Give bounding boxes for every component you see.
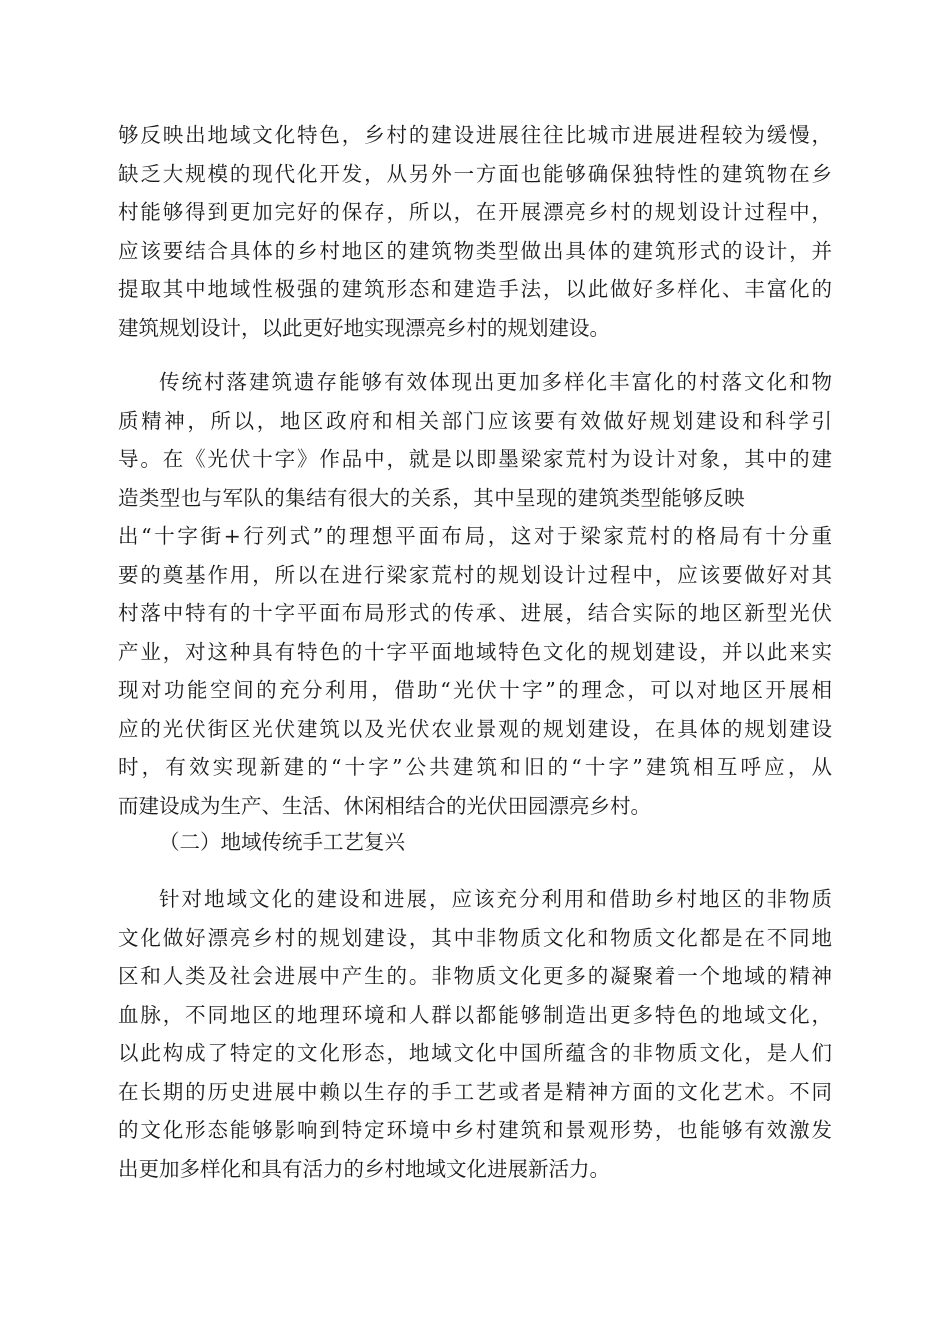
paragraph-2 <box>118 363 832 825</box>
text-line: 文化做好漂亮乡村的规划建设，其中非物质文化和物质文化都是在不同地 <box>118 925 832 950</box>
text-line: 区和人类及社会进展中产生的。非物质文化更多的凝聚着一个地域的精神 <box>118 964 832 988</box>
text-line: 缺乏大规模的现代化开发，从另外一方面也能够确保独特性的建筑物在乡 <box>118 161 832 186</box>
section-heading <box>118 823 832 862</box>
paragraph-3 <box>118 880 832 1188</box>
text-line: 时，有效实现新建的“十字”公共建筑和旧的“十字”建筑相互呼应，从 <box>118 755 832 779</box>
text-line: 质精神，所以，地区政府和相关部门应该要有效做好规划建设和科学引 <box>118 408 832 433</box>
section-heading-text: （二）地域传统手工艺复兴 <box>159 830 405 854</box>
text-line: 要的奠基作用，所以在进行梁家荒村的规划设计过程中，应该要做好对其 <box>118 562 832 587</box>
text-line: 的文化形态能够影响到特定环境中乡村建筑和景观形势，也能够有效激发 <box>118 1118 832 1142</box>
text-line: 建筑规划设计，以此更好地实现漂亮乡村的规划建设。 <box>118 315 610 340</box>
text-line: 血脉，不同地区的地理环境和人群以都能够制造出更多特色的地域文化， <box>118 1002 832 1027</box>
text-line: 而建设成为生产、生活、休闲相结合的光伏田园漂亮乡村。 <box>118 793 651 818</box>
text-line: 现对功能空间的充分利用，借助“光伏十字”的理念，可以对地区开展相 <box>118 678 832 702</box>
text-line: 应该要结合具体的乡村地区的建筑物类型做出具体的建筑形式的设计，并 <box>118 238 832 263</box>
text-line: 够反映出地域文化特色，乡村的建设进展往往比城市进展进程较为缓慢， <box>118 123 832 147</box>
text-line: 出更加多样化和具有活力的乡村地域文化进展新活力。 <box>118 1156 610 1181</box>
text-line: 针对地域文化的建设和进展，应该充分利用和借助乡村地区的非物质 <box>159 887 832 911</box>
text-line: 传统村落建筑遗存能够有效体现出更加多样化丰富化的村落文化和物 <box>159 370 832 394</box>
text-line: 出“十字街+行列式”的理想平面布局，这对于梁家荒村的格局有十分重 <box>118 524 832 548</box>
text-line: 造类型也与军队的集结有很大的关系，其中呈现的建筑类型能够反映 <box>118 485 745 510</box>
text-line: 村能够得到更加完好的保存，所以，在开展漂亮乡村的规划设计过程中， <box>118 200 832 224</box>
text-line: 村落中特有的十字平面布局形式的传承、进展，结合实际的地区新型光伏 <box>118 601 832 625</box>
text-line: 在长期的历史进展中赖以生存的手工艺或者是精神方面的文化艺术。不同 <box>118 1079 832 1104</box>
text-line: 导。在《光伏十字》作品中，就是以即墨梁家荒村为设计对象，其中的建 <box>118 447 832 471</box>
paragraph-1 <box>118 116 832 347</box>
text-line: 产业，对这种具有特色的十字平面地域特色文化的规划建设，并以此来实 <box>118 639 832 664</box>
text-line: 应的光伏街区光伏建筑以及光伏农业景观的规划建设，在具体的规划建设 <box>118 716 832 741</box>
text-line: 提取其中地域性极强的建筑形态和建造手法，以此做好多样化、丰富化的 <box>118 277 832 301</box>
text-line: 以此构成了特定的文化形态，地域文化中国所蕴含的非物质文化，是人们 <box>118 1041 832 1065</box>
